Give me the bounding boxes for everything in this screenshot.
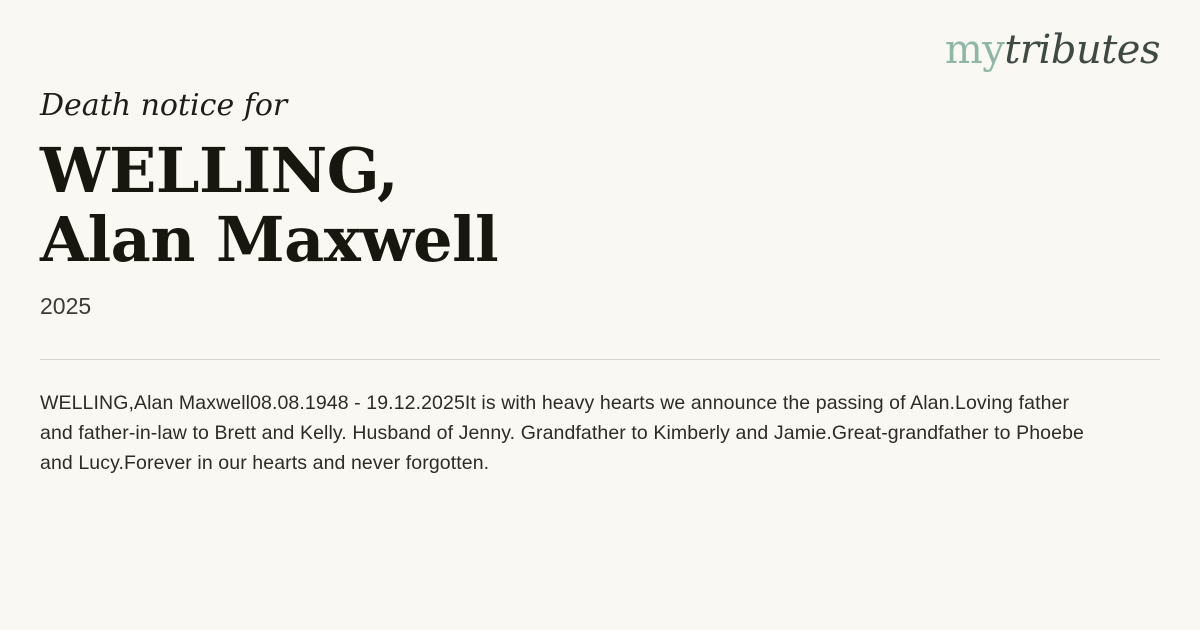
logo-text-my: my (944, 27, 1005, 73)
page-title-line-1: WELLING, (40, 134, 399, 207)
horizontal-divider (40, 359, 1160, 360)
page-title (40, 136, 940, 275)
page-title-line-2: Alan Maxwell (40, 203, 499, 277)
notice-kicker: Death notice for (40, 88, 288, 123)
notice-year: 2025 (40, 293, 92, 319)
notice-body: WELLING,Alan Maxwell08.08.1948 - 19.12.2025It is with heavy hearts we announce the passing of Alan.Loving father and father-in-law to Brett and Kelly. Husband of Jenny. Grandfather to Kimberly and Jamie.Great-grandfather to Phoebe and Lucy.Forever in our hearts and never forgotten. (40, 392, 1084, 474)
site-logo[interactable] (944, 27, 1160, 73)
logo-text-tributes: tributes (1004, 27, 1160, 73)
